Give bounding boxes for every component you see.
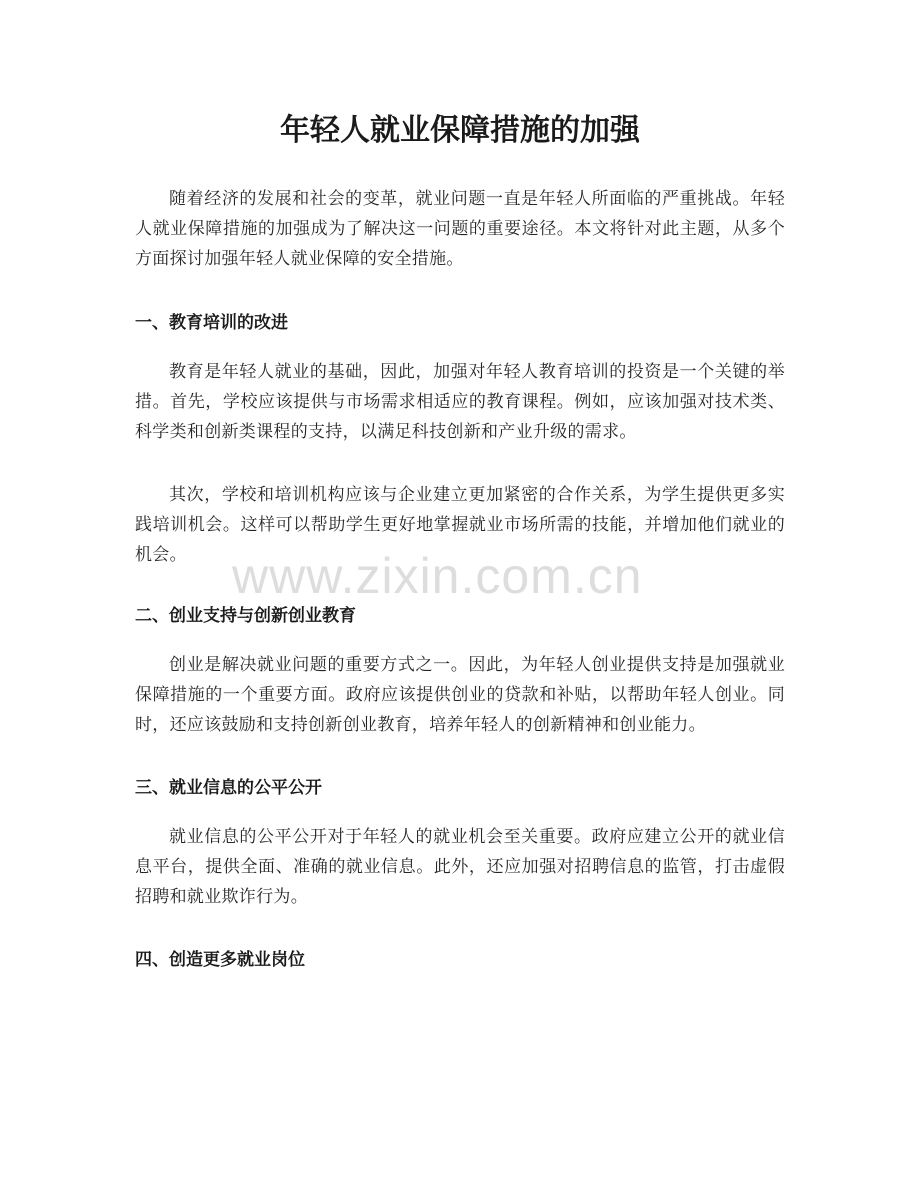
section-paragraph: 创业是解决就业问题的重要方式之一。因此，为年轻人创业提供支持是加强就业保障措施的一个重要方面。政府应该提供创业的贷款和补贴，以帮助年轻人创业。同时，还应该鼓励和支持创新创业教育，培养年轻人的创新精神和创业能力。 [135, 655, 785, 735]
section-heading-entrepreneurship: 二、创业支持与创新创业教育 [135, 606, 356, 626]
section-paragraph: 其次，学校和培训机构应该与企业建立更加紧密的合作关系，为学生提供更多实践培训机会。这样可以帮助学生更好地掌握就业市场所需的技能，并增加他们就业的机会。 [135, 485, 785, 565]
section-heading-education: 一、教育培训的改进 [135, 313, 288, 333]
watermark-text: www.zixin.com.cn [232, 548, 643, 604]
section-heading-information: 三、就业信息的公平公开 [135, 778, 322, 798]
section-paragraph: 教育是年轻人就业的基础，因此，加强对年轻人教育培训的投资是一个关键的举措。首先，学校应该提供与市场需求相适应的教育课程。例如，应该加强对技术类、科学类和创新类课程的支持，以满足科技创新和产业升级的需求。 [135, 362, 785, 442]
section-heading-jobs: 四、创造更多就业岗位 [135, 950, 305, 970]
document-title: 年轻人就业保障措施的加强 [280, 113, 640, 148]
intro-paragraph: 随着经济的发展和社会的变革，就业问题一直是年轻人所面临的严重挑战。年轻人就业保障措施的加强成为了解决这一问题的重要途径。本文将针对此主题，从多个方面探讨加强年轻人就业保障的安全措施。 [135, 189, 785, 269]
section-paragraph: 就业信息的公平公开对于年轻人的就业机会至关重要。政府应建立公开的就业信息平台，提供全面、准确的就业信息。此外，还应加强对招聘信息的监管，打击虚假招聘和就业欺诈行为。 [135, 827, 785, 907]
